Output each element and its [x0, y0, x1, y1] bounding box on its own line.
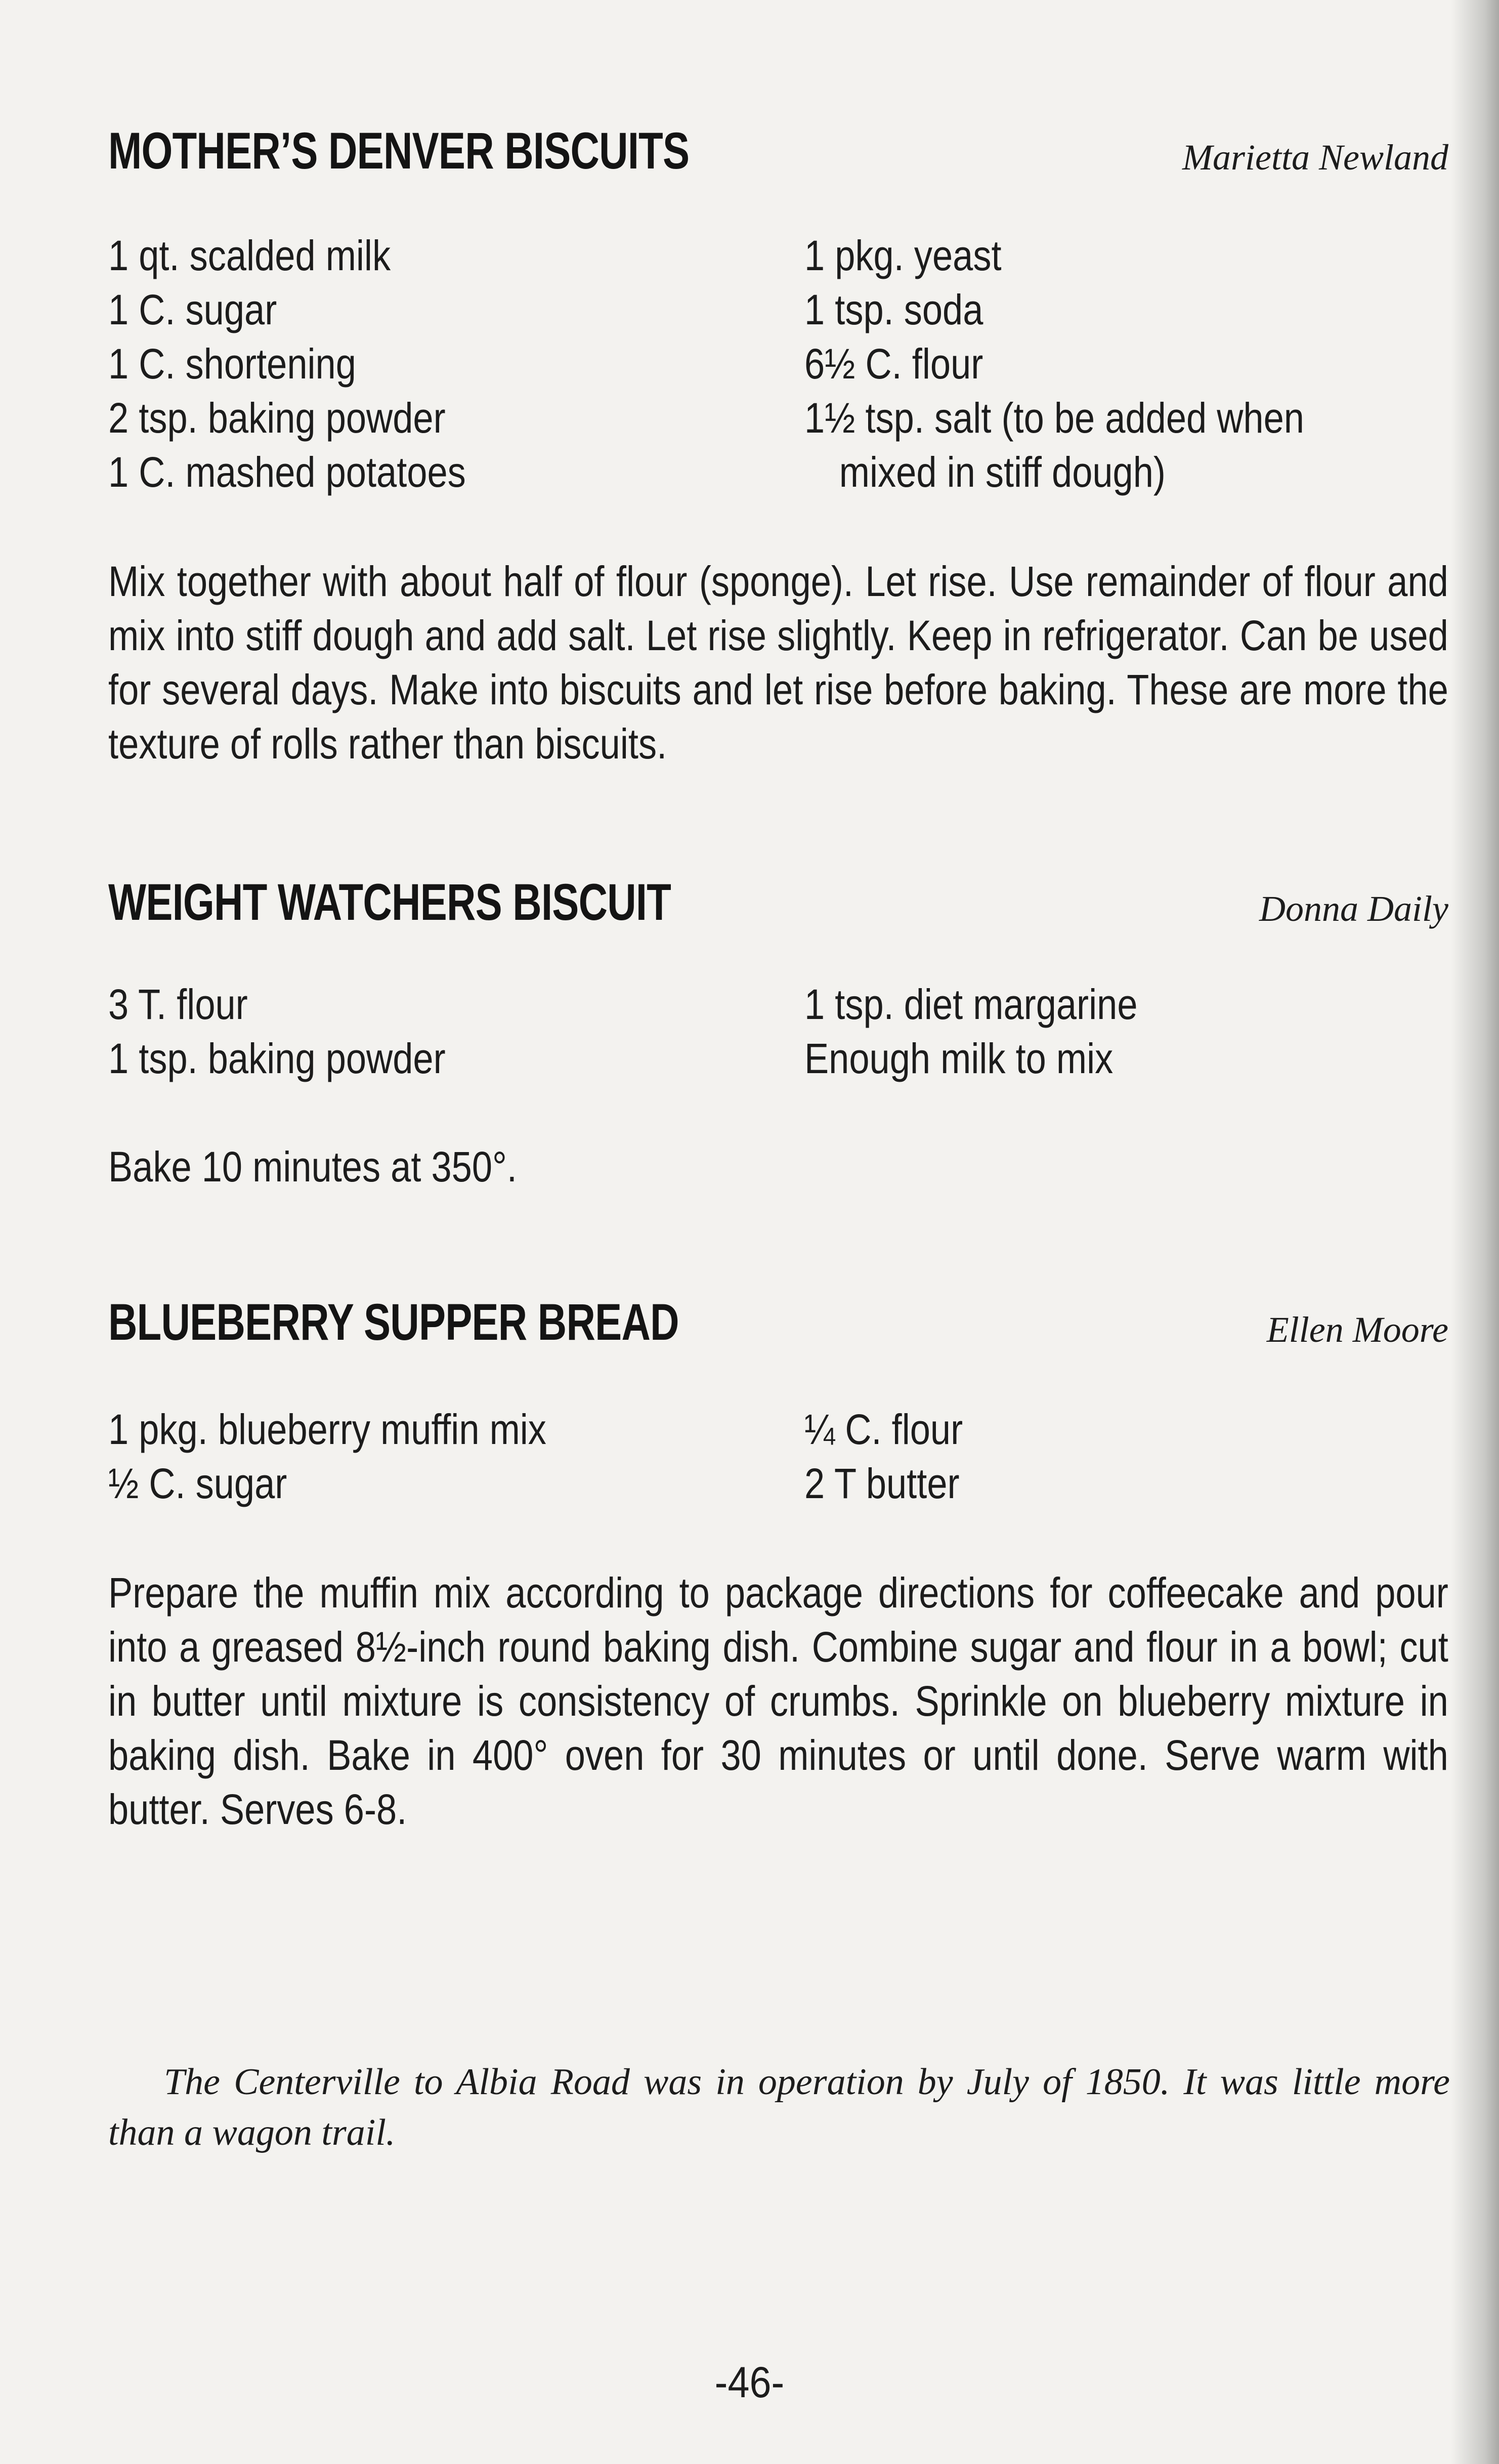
- ingredient-list-left: [108, 1403, 546, 1511]
- ingredient-list-right: [804, 229, 1304, 499]
- ingredient-continued: mixed in stiff dough): [839, 448, 1166, 496]
- ingredient: ¼ C. flour: [804, 1406, 963, 1453]
- recipe-title: WEIGHT WATCHERS BISCUIT: [108, 873, 671, 931]
- ingredient: 1 C. mashed potatoes: [108, 448, 466, 496]
- ingredient-list-left: [108, 978, 446, 1086]
- ingredient: 1 tsp. diet margarine: [804, 981, 1138, 1028]
- recipe-title: MOTHER’S DENVER BISCUITS: [108, 122, 690, 180]
- ingredient: 3 T. flour: [108, 981, 248, 1028]
- ingredient: 2 T butter: [804, 1460, 960, 1507]
- ingredient: 1 qt. scalded milk: [108, 232, 391, 279]
- recipe-author: Marietta Newland: [1182, 137, 1448, 178]
- page-number: -46-: [714, 2358, 785, 2407]
- recipe-author: Ellen Moore: [1266, 1309, 1448, 1350]
- ingredient: 1 C. sugar: [108, 286, 277, 333]
- ingredient: 1 pkg. blueberry muffin mix: [108, 1406, 546, 1453]
- ingredient: 1½ tsp. salt (to be added when: [804, 394, 1304, 442]
- historical-footnote: The Centerville to Albia Road was in operation by July of 1850. It was little more than a wagon trail.: [108, 2061, 1450, 2153]
- ingredient: 1 C. shortening: [108, 340, 356, 388]
- ingredient-list-left: [108, 229, 466, 499]
- ingredient: 6½ C. flour: [804, 340, 983, 388]
- recipe-directions: Bake 10 minutes at 350°.: [108, 1143, 517, 1191]
- ingredient: Enough milk to mix: [804, 1035, 1113, 1082]
- recipe-directions: Prepare the muffin mix according to package directions for coffeecake and pour into a greased 8½-inch round baking dish. Combine sugar and flour in a bowl; cut in butter until mixture is consistency of crumbs. Sprinkle on blueberry mixture in baking dish. Bake in 400° oven for 30 minutes or until done. Serve warm with butter. Serves 6-8.: [108, 1569, 1448, 1833]
- ingredient: 1 tsp. soda: [804, 286, 983, 333]
- ingredient: ½ C. sugar: [108, 1460, 287, 1507]
- ingredient: 2 tsp. baking powder: [108, 394, 446, 442]
- ingredient-list-right: [804, 1403, 963, 1511]
- recipe-directions: Mix together with about half of flour (sponge). Let rise. Use remainder of flour and mix into stiff dough and add salt. Let rise slightly. Keep in refrigerator. Can be used for several days. Make into biscuits and let rise before baking. These are more the texture of rolls rather than biscuits.: [108, 558, 1448, 768]
- ingredient: 1 pkg. yeast: [804, 232, 1002, 279]
- ingredient-list-right: [804, 978, 1138, 1086]
- recipe-author: Donna Daily: [1259, 888, 1448, 929]
- ingredient: 1 tsp. baking powder: [108, 1035, 446, 1082]
- page-binding-shadow: [1451, 0, 1499, 2464]
- recipe-title: BLUEBERRY SUPPER BREAD: [108, 1293, 679, 1351]
